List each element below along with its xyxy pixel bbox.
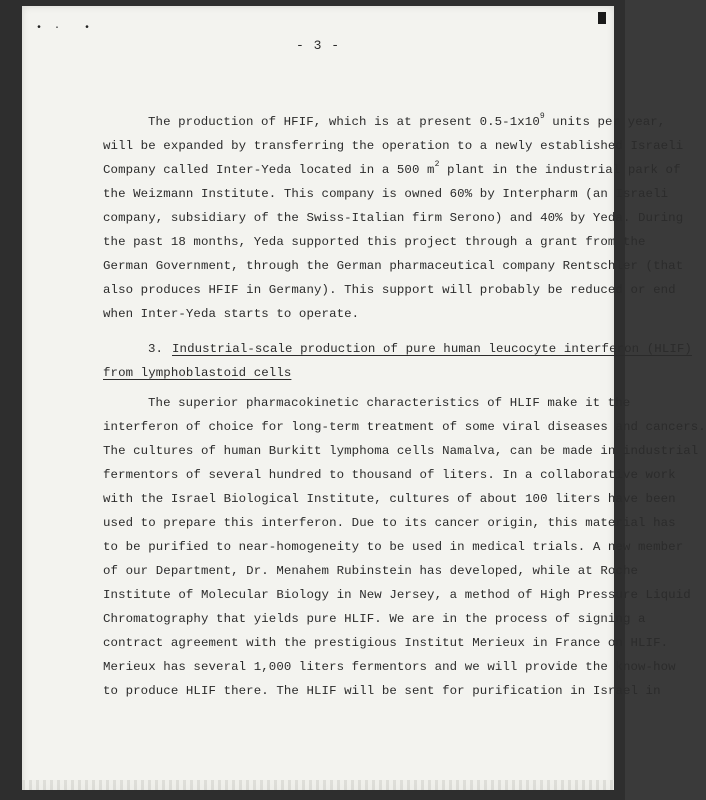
text-line: The superior pharmacokinetic characteristics of HLIF make it the bbox=[148, 396, 631, 410]
text-line: company, subsidiary of the Swiss-Italian firm Serono) and 40% by Yeda. During bbox=[103, 211, 684, 225]
scan-bottom-edge bbox=[22, 780, 614, 790]
text-line: Company called Inter-Yeda located in a 500 $m^2$ plant in the industrial park of bbox=[103, 160, 681, 177]
text-line: The production of HFIF, which is at present $0.5-1x10^9$ units per year, bbox=[148, 112, 666, 129]
heading-line bbox=[103, 361, 593, 385]
text-line: interferon of choice for long-term treatment of some viral diseases and cancers. bbox=[103, 420, 706, 434]
text-line: Institute of Molecular Biology in New Jersey, a method of High Pressure Liquid bbox=[103, 588, 691, 602]
text-line: also produces HFIF in Germany). This support will probably be reduced or end bbox=[103, 283, 676, 297]
text-line: contract agreement with the prestigious Institut Merieux in France on HLIF. bbox=[103, 636, 669, 650]
text-line: to produce HLIF there. The HLIF will be sent for purification in Israel in bbox=[103, 684, 661, 698]
text-line: when Inter-Yeda starts to operate. bbox=[103, 307, 360, 321]
text-line: Chromatography that yields pure HLIF. We are in the process of signing a bbox=[103, 612, 646, 626]
text-line: of our Department, Dr. Menahem Rubinstein has developed, while at Roche bbox=[103, 564, 639, 578]
section-number: 3. bbox=[148, 342, 164, 356]
text-line: used to prepare this interferon. Due to its cancer origin, this material has bbox=[103, 516, 676, 530]
text-line: will be expanded by transferring the operation to a newly established Israeli bbox=[103, 139, 684, 153]
page-number: - 3 - bbox=[295, 38, 340, 53]
scan-corner-mark bbox=[598, 12, 606, 24]
section-heading-3 bbox=[103, 337, 692, 385]
text-line: with the Israel Biological Institute, cultures of about 100 liters have been bbox=[103, 492, 676, 506]
text-line: The cultures of human Burkitt lymphoma cells Namalva, can be made in industrial bbox=[103, 444, 699, 458]
text-line: Merieux has several 1,000 liters fermentors and we will provide the know-how bbox=[103, 660, 676, 674]
text-line: to be purified to near-homogeneity to be used in medical trials. A new member bbox=[103, 540, 684, 554]
heading-text: Industrial-scale production of pure human leucocyte interferon (HLIF) bbox=[172, 342, 692, 356]
heading-line bbox=[103, 337, 692, 361]
paragraph-hlif bbox=[103, 391, 706, 703]
text-line: the past 18 months, Yeda supported this project through a grant from the bbox=[103, 235, 646, 249]
text-line: German Government, through the German pharmaceutical company Rentschler (that bbox=[103, 259, 684, 273]
heading-text: from lymphoblastoid cells bbox=[103, 366, 292, 380]
text-line: the Weizmann Institute. This company is owned 60% by Interpharm (an Israeli bbox=[103, 187, 669, 201]
scan-specks: • · • bbox=[36, 23, 91, 34]
text-line: fermentors of several hundred to thousand of liters. In a collaborative work bbox=[103, 468, 676, 482]
document-page bbox=[22, 6, 706, 790]
paragraph-hfif-production bbox=[103, 110, 684, 326]
